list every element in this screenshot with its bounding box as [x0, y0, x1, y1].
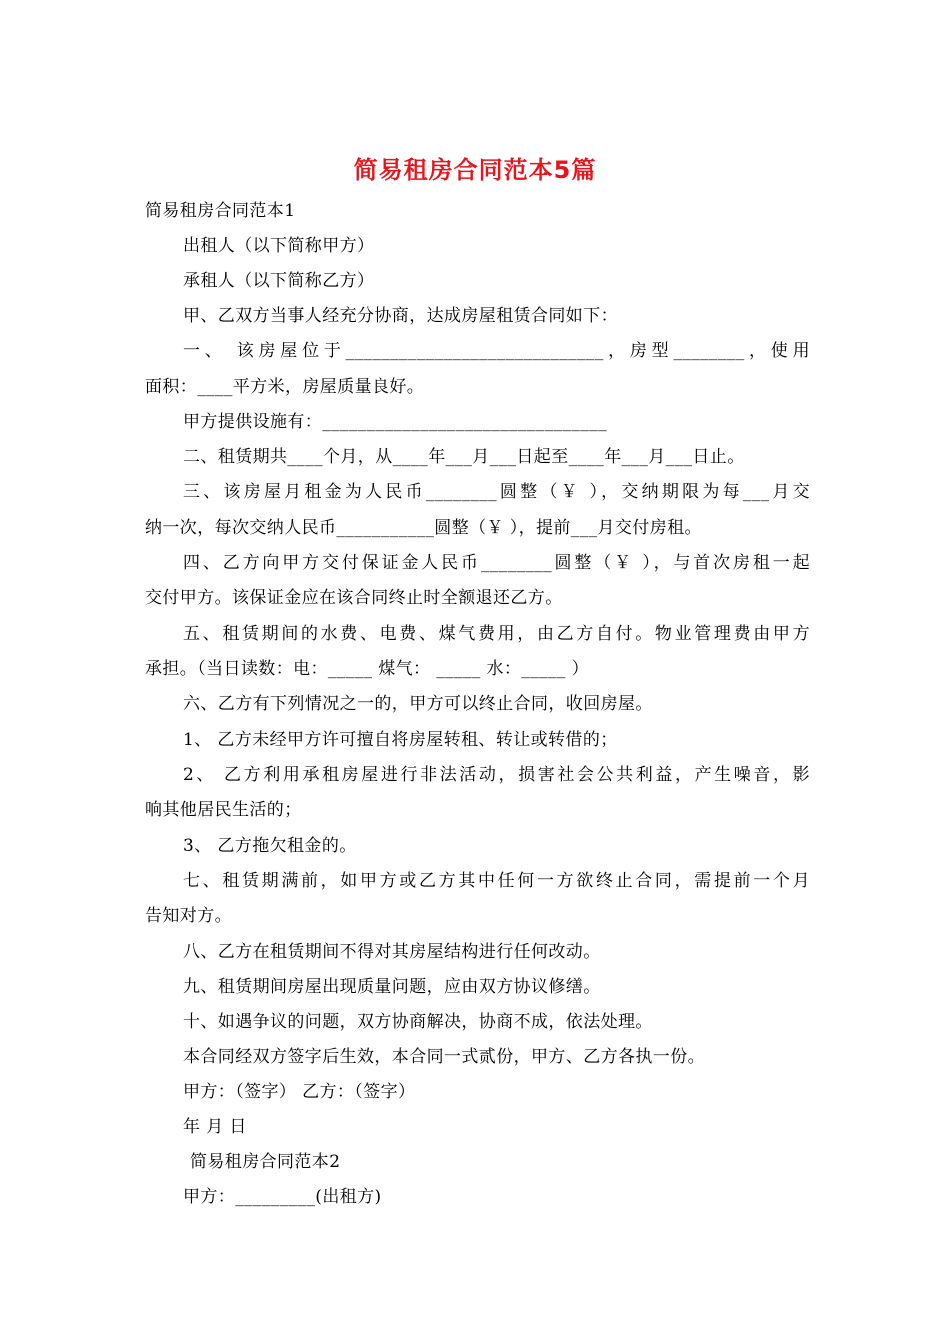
- clause-3-line-1: 三、该房屋月租金为人民币________圆整（￥ ），交纳期限为每___月交: [183, 482, 810, 502]
- signature-line: 甲方：（签字） 乙方：（签字）: [183, 1082, 416, 1102]
- clause-2: 二、租赁期共____个月，从____年___月___日起至____年___月___日止。: [183, 447, 745, 467]
- clause-lessor: 出租人（以下简称甲方）: [183, 236, 375, 256]
- section-heading-1: 简易租房合同范本1: [145, 201, 296, 221]
- clause-6-item-2-line-1: 2、 乙方利用承租房屋进行非法活动，损害社会公共利益，产生噪音，影: [183, 765, 810, 785]
- clause-6-item-1: 1、 乙方未经甲方许可擅自将房屋转租、转让或转借的；: [183, 730, 618, 750]
- clause-facilities: 甲方提供设施有：________________________________: [183, 412, 607, 432]
- document-title: 简易租房合同范本5篇: [353, 156, 597, 184]
- clause-effective: 本合同经双方签字后生效，本合同一式贰份，甲方、乙方各执一份。: [183, 1047, 705, 1067]
- clause-1-line-1: 一、 该房屋位于_____________________________，房型________，使用: [183, 341, 810, 361]
- clause-9: 九、租赁期间房屋出现质量问题，应由双方协议修缮。: [183, 977, 601, 997]
- clause-1-line-2: 面积：____平方米，房屋质量良好。: [145, 377, 425, 397]
- clause-5-line-1: 五、租赁期间的水费、电费、煤气费用，由乙方自付。物业管理费由甲方: [183, 624, 810, 644]
- clause-3-line-2: 纳一次，每次交纳人民币___________圆整（￥ ），提前___月交付房租。: [145, 518, 702, 538]
- party-a-line: 甲方：_________(出租方): [183, 1187, 382, 1207]
- clause-10: 十、如遇争议的问题，双方协商解决，协商不成，依法处理。: [183, 1012, 653, 1032]
- clause-intro: 甲、乙双方当事人经充分协商，达成房屋租赁合同如下：: [183, 306, 618, 326]
- clause-6: 六、乙方有下列情况之一的，甲方可以终止合同，收回房屋。: [183, 694, 653, 714]
- clause-7-line-1: 七、租赁期满前，如甲方或乙方其中任何一方欲终止合同，需提前一个月: [183, 871, 810, 891]
- clause-4-line-2: 交付甲方。该保证金应在该合同终止时全额退还乙方。: [145, 588, 563, 608]
- clause-6-item-2-line-2: 响其他居民生活的；: [145, 800, 302, 820]
- clause-7-line-2: 告知对方。: [145, 906, 232, 926]
- section-heading-2: 简易租房合同范本2: [190, 1152, 341, 1172]
- clause-lessee: 承租人（以下简称乙方）: [183, 271, 375, 291]
- clause-8: 八、乙方在租赁期间不得对其房屋结构进行任何改动。: [183, 942, 601, 962]
- date-line: 年 月 日: [183, 1117, 247, 1137]
- clause-4-line-1: 四、乙方向甲方交付保证金人民币________圆整（￥ ），与首次房租一起: [183, 553, 810, 573]
- clause-5-line-2: 承担。（当日读数：电：_____ 煤气： _____ 水：_____ ）: [145, 659, 590, 679]
- clause-6-item-3: 3、 乙方拖欠租金的。: [183, 836, 357, 856]
